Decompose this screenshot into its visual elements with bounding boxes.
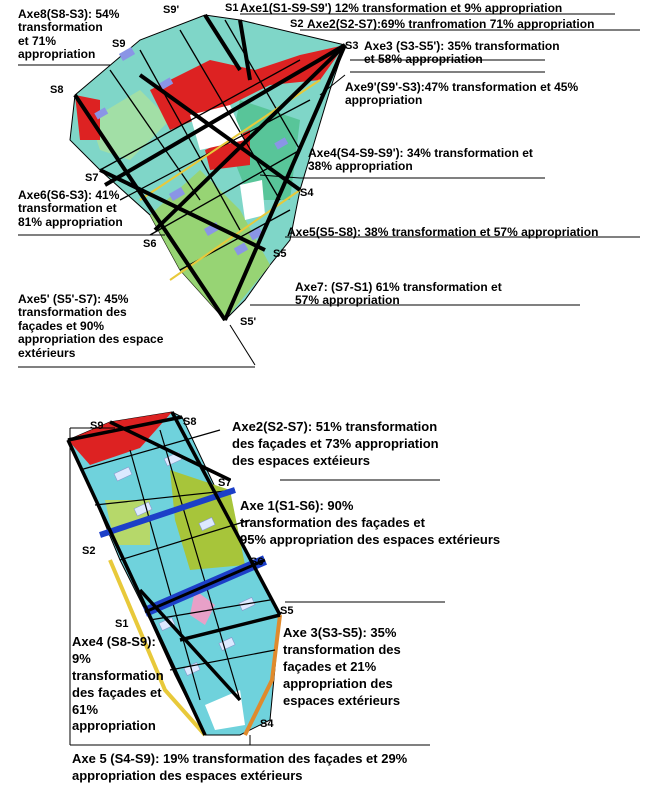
station-label: S2 — [82, 545, 96, 557]
axis-label: Axe4 (S8-S9): 9% transformation des façades et 61% appropriation — [72, 634, 164, 734]
station-label: S5' — [240, 316, 257, 328]
station-label: S4 — [300, 187, 314, 199]
axis-label: Axe3 (S3-S5'): 35% transformation et 58% appropriation — [364, 39, 560, 67]
axis-label: Axe5' (S5'-S7): 45% transformation des façades et 90% appropriation des espace extérieurs — [18, 292, 164, 360]
station-label: S1 — [115, 618, 129, 630]
station-label: S8 — [50, 84, 64, 96]
station-label: S9 — [90, 420, 104, 432]
axis-label: Axe6(S6-S3): 41% transformation et 81% appropriation — [18, 188, 123, 229]
axis-label: Axe8(S8-S3): 54% transformation et 71% appropriation — [18, 7, 120, 62]
station-label: S7 — [218, 477, 232, 489]
station-label: S1 — [225, 2, 239, 14]
station-label: S9 — [112, 38, 126, 50]
axis-label: Axe1(S1-S9-S9') 12% transformation et 9% appropriation — [240, 1, 563, 15]
axis-label: Axe 5 (S4-S9): 19% transformation des façades et 29% appropriation des espaces extérieurs — [72, 751, 408, 783]
axis-label: Axe9'(S9'-S3):47% transformation et 45% appropriation — [345, 80, 579, 108]
station-label: S6 — [143, 238, 157, 250]
axis-label: Axe2(S2-S7): 51% transformation des façades et 73% appropriation des espaces extéieurs — [232, 419, 439, 468]
axis-label: Axe 1(S1-S6): 90% transformation des façades et 95% appropriation des espaces extérieurs — [240, 498, 501, 547]
station-label: S7 — [85, 172, 99, 184]
station-label: S6 — [250, 556, 264, 568]
station-label: S5 — [280, 605, 294, 617]
axis-label: Axe5(S5-S8): 38% transformation et 57% appropriation — [287, 225, 599, 239]
axis-label: Axe7: (S7-S1) 61% transformation et 57% appropriation — [295, 280, 502, 308]
axis-label: Axe2(S2-S7):69% tranfromation 71% appropriation — [307, 17, 595, 31]
station-label: S8 — [183, 416, 197, 428]
axis-label: Axe4(S4-S9-S9'): 34% transformation et 38% appropriation — [308, 146, 533, 174]
station-label: S9' — [163, 4, 180, 16]
station-label: S2 — [290, 18, 304, 30]
station-label: S4 — [260, 718, 274, 730]
station-label: S3 — [345, 40, 359, 52]
axis-label: Axe 3(S3-S5): 35% transformation des façades et 21% appropriation des espaces extérieurs — [283, 625, 401, 708]
station-label: S5 — [273, 248, 287, 260]
